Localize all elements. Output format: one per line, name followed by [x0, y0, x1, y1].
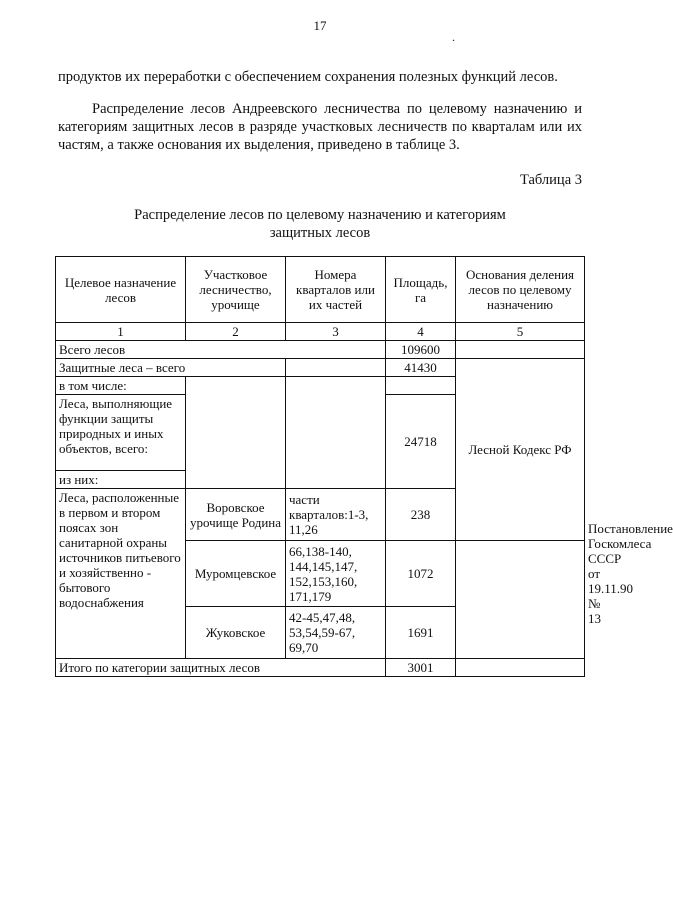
page-mark: . [452, 30, 455, 44]
page-number: 17 [313, 18, 327, 33]
sanitary-label: Леса, расположенные в первом и втором поясах зон санитарной охраны источников питьевого и хозяйственно - бытового водоснабжения [56, 489, 186, 659]
empty-cell [456, 659, 585, 677]
forest-distribution-table [55, 256, 673, 677]
area-cell: 238 [386, 489, 456, 541]
header-basis: Основания деления лесов по целевому назначению [456, 257, 585, 323]
quarters-cell: части кварталов:1-3, 11,26 [286, 489, 386, 541]
empty-cell [186, 377, 286, 489]
table-row-total [56, 341, 585, 359]
table-caption: Распределение лесов по целевому назначению и категориям защитных лесов [134, 207, 506, 241]
table-row-protective [56, 359, 585, 377]
category-total-label: Итого по категории защитных лесов [56, 659, 386, 677]
protective-area: 41430 [386, 359, 456, 377]
column-number: 5 [456, 323, 585, 341]
area-cell: 1691 [386, 607, 456, 659]
empty-cell [286, 359, 386, 377]
category-total-area: 3001 [386, 659, 456, 677]
table-label: Таблица 3 [519, 172, 582, 188]
empty-cell [456, 341, 585, 359]
header-quarters: Номера кварталов или их частей [286, 257, 386, 323]
nature-protection-area: 24718 [386, 395, 456, 489]
empty-cell [286, 377, 386, 489]
district-cell: Жуковское [186, 607, 286, 659]
empty-cell [386, 377, 456, 395]
column-number: 1 [56, 323, 186, 341]
district-cell: Муромцевское [186, 541, 286, 607]
column-number: 3 [286, 323, 386, 341]
column-number: 2 [186, 323, 286, 341]
total-area: 109600 [386, 341, 456, 359]
total-label: Всего лесов [56, 341, 386, 359]
protective-label: Защитные леса – всего [56, 359, 286, 377]
paragraph-continuation: продуктов их переработки с обеспечением сохранения полезных функций лесов. [58, 69, 558, 85]
header-district: Участковое лесничество, урочище [186, 257, 286, 323]
header-purpose: Целевое назначение лесов [56, 257, 186, 323]
quarters-cell: 66,138-140, 144,145,147, 152,153,160, 171,179 [286, 541, 386, 607]
quarters-cell: 42-45,47,48, 53,54,59-67, 69,70 [286, 607, 386, 659]
including-label: в том числе: [56, 377, 186, 395]
table-row-category-total [56, 659, 585, 677]
column-number-row [56, 323, 585, 341]
of-them-label: из них: [56, 471, 186, 489]
header-row [56, 257, 585, 323]
area-cell: 1072 [386, 541, 456, 607]
header-area: Площадь, га [386, 257, 456, 323]
table-row-sanitary-1: Леса, расположенные в первом и втором поясах зон санитарной охраны источников питьевого и хозяйственно - бытового водоснабжения Воровское урочище Родина части кварталов:1-3, 11,26 238 Постановление Госкомлеса СССР от 19.11.90 № 13 [56, 489, 585, 541]
district-cell: Воровское урочище Родина [186, 489, 286, 541]
basis-forest-code: Лесной Кодекс РФ [456, 359, 585, 541]
column-number: 4 [386, 323, 456, 341]
nature-protection-label: Леса, выполняющие функции защиты природных и иных объектов, всего: [56, 395, 186, 471]
paragraph-intro: Распределение лесов Андреевского лесничества по целевому назначению и категориям защитных лесов в разряде участковых лесничеств по кварталам или их частям, а также основания их выделения, приведено в таблице 3. [58, 101, 582, 153]
